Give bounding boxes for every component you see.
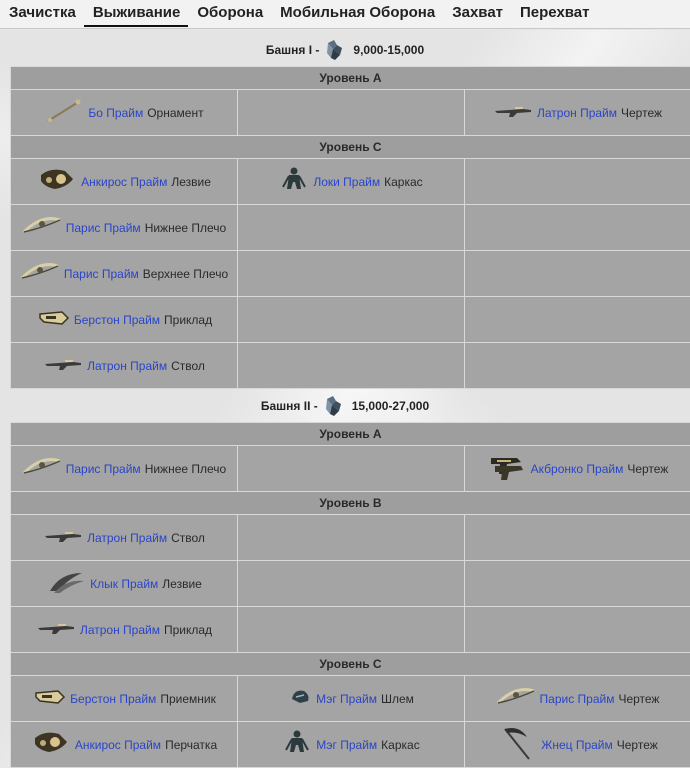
pistols-icon xyxy=(487,452,527,485)
item-part: Чертеж xyxy=(621,105,663,120)
tab-5[interactable]: Захват xyxy=(452,4,504,21)
reward-item xyxy=(465,685,690,712)
item-link[interactable]: Парис Прайм xyxy=(65,461,141,476)
stock-icon xyxy=(36,308,70,331)
table-row xyxy=(11,607,690,653)
drop-table xyxy=(10,422,690,768)
item-link[interactable]: Берстон Прайм xyxy=(70,691,157,706)
item-link[interactable]: Клык Прайм xyxy=(90,576,159,591)
reward-cell xyxy=(238,446,465,492)
table-row xyxy=(11,297,690,343)
table-row xyxy=(11,676,690,722)
reward-item xyxy=(11,455,237,482)
reward-cell xyxy=(465,607,690,653)
reward-cell xyxy=(465,515,690,561)
item-part: Орнамент xyxy=(147,105,204,120)
reward-item xyxy=(238,728,464,761)
table-row xyxy=(11,343,690,389)
tab-1[interactable]: Зачистка xyxy=(9,4,76,21)
rifle-icon xyxy=(43,526,83,549)
tower-title: Башня II - xyxy=(260,398,318,413)
reward-cell xyxy=(238,90,465,136)
reward-cell xyxy=(465,446,690,492)
reward-item xyxy=(11,618,237,641)
item-link[interactable]: Бо Прайм xyxy=(88,105,144,120)
reward-cell xyxy=(465,343,690,389)
reward-item xyxy=(11,308,237,331)
reward-item xyxy=(238,165,464,198)
table-row xyxy=(11,722,690,768)
item-link[interactable]: Берстон Прайм xyxy=(73,312,161,327)
table-row xyxy=(11,205,690,251)
reward-cell xyxy=(11,251,238,297)
reward-item xyxy=(11,98,237,127)
reward-cell xyxy=(238,676,465,722)
reward-cell xyxy=(11,607,238,653)
tab-3[interactable]: Оборона xyxy=(197,4,264,21)
reward-item xyxy=(11,214,237,241)
item-link[interactable]: Парис Прайм xyxy=(539,691,615,706)
reward-item xyxy=(11,687,237,710)
item-link[interactable]: Жнец Прайм xyxy=(541,737,613,752)
reward-item xyxy=(465,452,690,485)
table-row xyxy=(11,515,690,561)
reward-cell xyxy=(238,205,465,251)
reward-item xyxy=(11,728,237,761)
mission-tabs xyxy=(0,0,690,29)
reward-cell xyxy=(11,676,238,722)
tower-range: 9,000-15,000 xyxy=(353,42,425,57)
tower-header xyxy=(0,33,690,66)
item-part: Чертеж xyxy=(627,461,669,476)
item-part: Нижнее Плечо xyxy=(144,220,227,235)
reward-item xyxy=(11,354,237,377)
reward-cell xyxy=(11,343,238,389)
reward-cell xyxy=(11,446,238,492)
sword-blade-icon xyxy=(31,728,71,761)
reward-item xyxy=(11,526,237,549)
reward-cell xyxy=(465,722,690,768)
fang-icon xyxy=(46,569,86,598)
rifle-icon xyxy=(493,101,533,124)
level-header: Уровень A xyxy=(11,67,690,90)
rifle-icon xyxy=(43,354,83,377)
reward-cell xyxy=(238,561,465,607)
table-row xyxy=(11,251,690,297)
relic-icon xyxy=(325,39,345,61)
reward-item xyxy=(11,165,237,198)
table-row xyxy=(11,159,690,205)
level-header: Уровень B xyxy=(11,492,690,515)
reward-cell xyxy=(11,722,238,768)
reward-cell xyxy=(11,297,238,343)
reward-item xyxy=(11,569,237,598)
reward-cell xyxy=(465,561,690,607)
item-link[interactable]: Анкирос Прайм xyxy=(74,737,162,752)
reward-cell xyxy=(465,676,690,722)
item-link[interactable]: Мэг Прайм xyxy=(316,691,377,706)
item-link[interactable]: Латрон Прайм xyxy=(79,622,160,637)
bow-icon xyxy=(22,455,62,482)
scythe-icon xyxy=(497,725,537,764)
item-part: Каркас xyxy=(381,737,420,752)
reward-cell xyxy=(465,205,690,251)
reward-cell xyxy=(11,205,238,251)
item-part: Шлем xyxy=(380,691,414,706)
item-link[interactable]: Парис Прайм xyxy=(65,220,141,235)
item-part: Лезвие xyxy=(171,174,211,189)
rewards-content xyxy=(0,33,690,768)
reward-cell xyxy=(238,343,465,389)
item-link[interactable]: Акбронко Прайм xyxy=(530,461,624,476)
reward-cell xyxy=(11,90,238,136)
item-part: Нижнее Плечо xyxy=(144,461,227,476)
reward-item xyxy=(11,260,237,287)
reward-cell xyxy=(238,722,465,768)
reward-cell xyxy=(465,251,690,297)
tower-title: Башня I - xyxy=(265,42,320,57)
reward-item xyxy=(465,101,690,124)
drop-table xyxy=(10,66,690,389)
rifle-icon xyxy=(36,618,76,641)
level-header: Уровень A xyxy=(11,423,690,446)
tab-2[interactable]: Выживание xyxy=(84,0,189,27)
table-row xyxy=(11,90,690,136)
reward-cell xyxy=(11,515,238,561)
item-link[interactable]: Локи Прайм xyxy=(313,174,381,189)
item-link[interactable]: Парис Прайм xyxy=(63,266,139,281)
reward-cell xyxy=(465,90,690,136)
tab-4[interactable]: Мобильная Оборона xyxy=(280,4,436,21)
item-part: Ствол xyxy=(171,358,205,373)
item-part: Верхнее Плечо xyxy=(142,266,229,281)
item-link[interactable]: Латрон Прайм xyxy=(536,105,617,120)
item-link[interactable]: Латрон Прайм xyxy=(87,530,168,545)
reward-cell xyxy=(238,607,465,653)
reward-item xyxy=(465,725,690,764)
reward-cell xyxy=(238,159,465,205)
item-part: Чертеж xyxy=(618,691,660,706)
item-part: Лезвие xyxy=(162,576,202,591)
item-link[interactable]: Анкирос Прайм xyxy=(81,174,168,189)
item-part: Перчатка xyxy=(165,737,218,752)
item-part: Ствол xyxy=(171,530,205,545)
table-row xyxy=(11,561,690,607)
reward-cell xyxy=(11,159,238,205)
sword-blade-icon xyxy=(37,165,77,198)
reward-cell xyxy=(238,515,465,561)
item-part: Чертеж xyxy=(616,737,658,752)
tab-6[interactable]: Перехват xyxy=(520,4,590,21)
table-row xyxy=(11,446,690,492)
level-header: Уровень C xyxy=(11,136,690,159)
reward-cell xyxy=(11,561,238,607)
stock-icon xyxy=(32,687,66,710)
item-link[interactable]: Мэг Прайм xyxy=(316,737,378,752)
reward-cell xyxy=(465,159,690,205)
bow-icon xyxy=(22,214,62,241)
item-link[interactable]: Латрон Прайм xyxy=(87,358,168,373)
reward-cell xyxy=(238,297,465,343)
level-header: Уровень C xyxy=(11,653,690,676)
tower-range: 15,000-27,000 xyxy=(351,398,430,413)
item-part: Приклад xyxy=(164,312,213,327)
item-part: Каркас xyxy=(384,174,423,189)
reward-cell xyxy=(238,251,465,297)
helmet-icon xyxy=(288,687,312,710)
item-part: Приклад xyxy=(163,622,213,637)
reward-cell xyxy=(465,297,690,343)
relic-icon xyxy=(324,395,344,417)
tower-header xyxy=(0,389,690,422)
warframe-icon xyxy=(279,165,309,198)
reward-item xyxy=(238,687,464,710)
bow-icon xyxy=(20,260,60,287)
staff-icon xyxy=(44,98,84,127)
warframe-icon xyxy=(282,728,312,761)
item-part: Приемник xyxy=(160,691,216,706)
bow-icon xyxy=(496,685,536,712)
